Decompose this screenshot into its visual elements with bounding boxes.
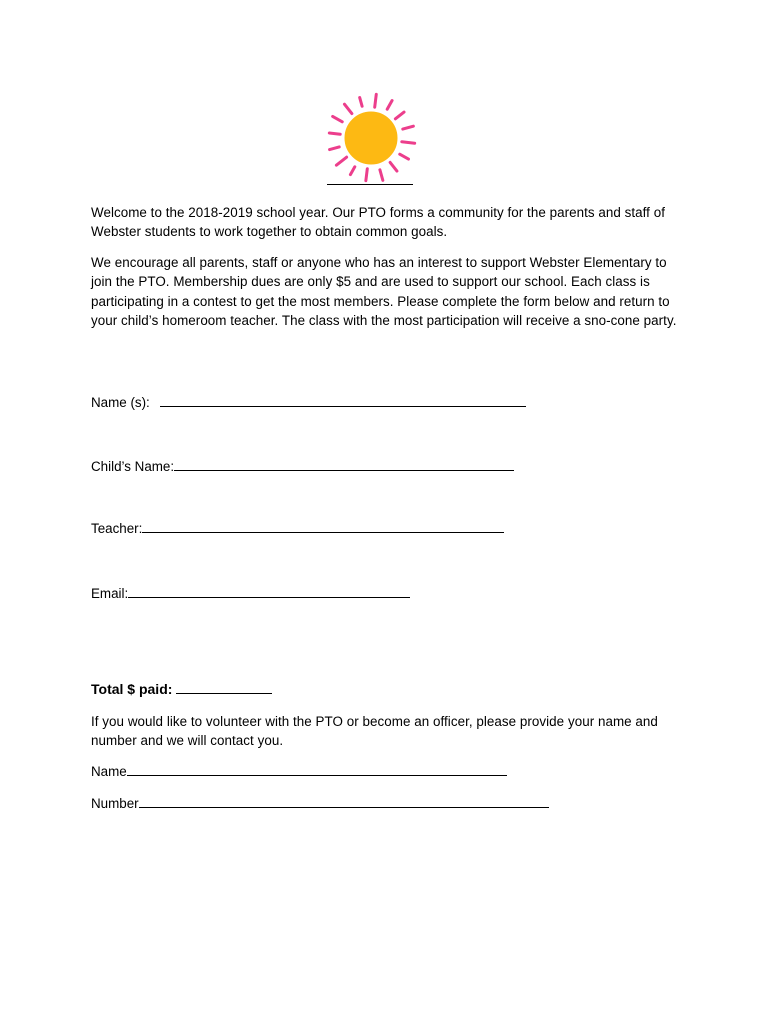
sun-icon (323, 90, 419, 186)
membership-paragraph: We encourage all parents, staff or anyone who has an interest to support Webster Elementary to join the PTO. Membership dues are only $5 and are used to support our school. Each class is participating in a contest to get the most members. Please complete the form below and return to your child’s homeroom teacher. The class with the most participation will receive a sno-cone party. (91, 255, 677, 329)
total-paid-blank[interactable] (176, 682, 272, 694)
sun-ray (390, 162, 397, 171)
sun-ray (395, 112, 404, 119)
names-label: Name (s): (91, 395, 150, 410)
sun-ray (402, 142, 415, 144)
logo-underline (327, 184, 413, 185)
volunteer-name-field[interactable] (91, 763, 507, 781)
volunteer-number-field[interactable] (91, 795, 549, 813)
total-paid-label: Total $ paid: (91, 681, 173, 697)
sun-ray (333, 116, 343, 121)
volunteer-number-blank[interactable] (139, 796, 549, 808)
sun-ray (380, 170, 383, 181)
sun-disc (345, 112, 397, 164)
sun-ray (330, 147, 340, 150)
email-blank[interactable] (128, 586, 410, 598)
volunteer-name-blank[interactable] (127, 764, 507, 776)
names-blank[interactable] (160, 395, 526, 407)
sun-ray (375, 94, 377, 107)
child-name-blank[interactable] (174, 459, 514, 471)
teacher-blank[interactable] (142, 521, 504, 533)
welcome-paragraph: Welcome to the 2018-2019 school year. Our PTO forms a community for the parents and staff of Webster students to work together to obtain common goals. (91, 205, 665, 240)
email-label: Email: (91, 586, 129, 601)
email-field[interactable] (91, 585, 410, 603)
sun-ray (360, 98, 362, 107)
total-paid-field[interactable] (91, 680, 272, 698)
sun-ray (350, 167, 354, 175)
volunteer-number-label: Number (91, 796, 139, 811)
sun-ray (336, 157, 346, 165)
sun-ray (400, 154, 409, 159)
teacher-field[interactable] (91, 520, 504, 538)
sun-ray (329, 133, 340, 134)
sun-ray (344, 104, 351, 113)
child-name-label: Child’s Name: (91, 459, 175, 474)
volunteer-name-label: Name (91, 764, 127, 779)
sun-ray (387, 101, 392, 110)
names-field[interactable] (91, 394, 526, 412)
teacher-label: Teacher: (91, 521, 143, 536)
sun-ray (366, 169, 367, 181)
child-name-field[interactable] (91, 458, 514, 476)
volunteer-paragraph: If you would like to volunteer with the PTO or become an officer, please provide your name and number and we will contact you. (91, 714, 658, 749)
sun-ray (403, 126, 414, 129)
